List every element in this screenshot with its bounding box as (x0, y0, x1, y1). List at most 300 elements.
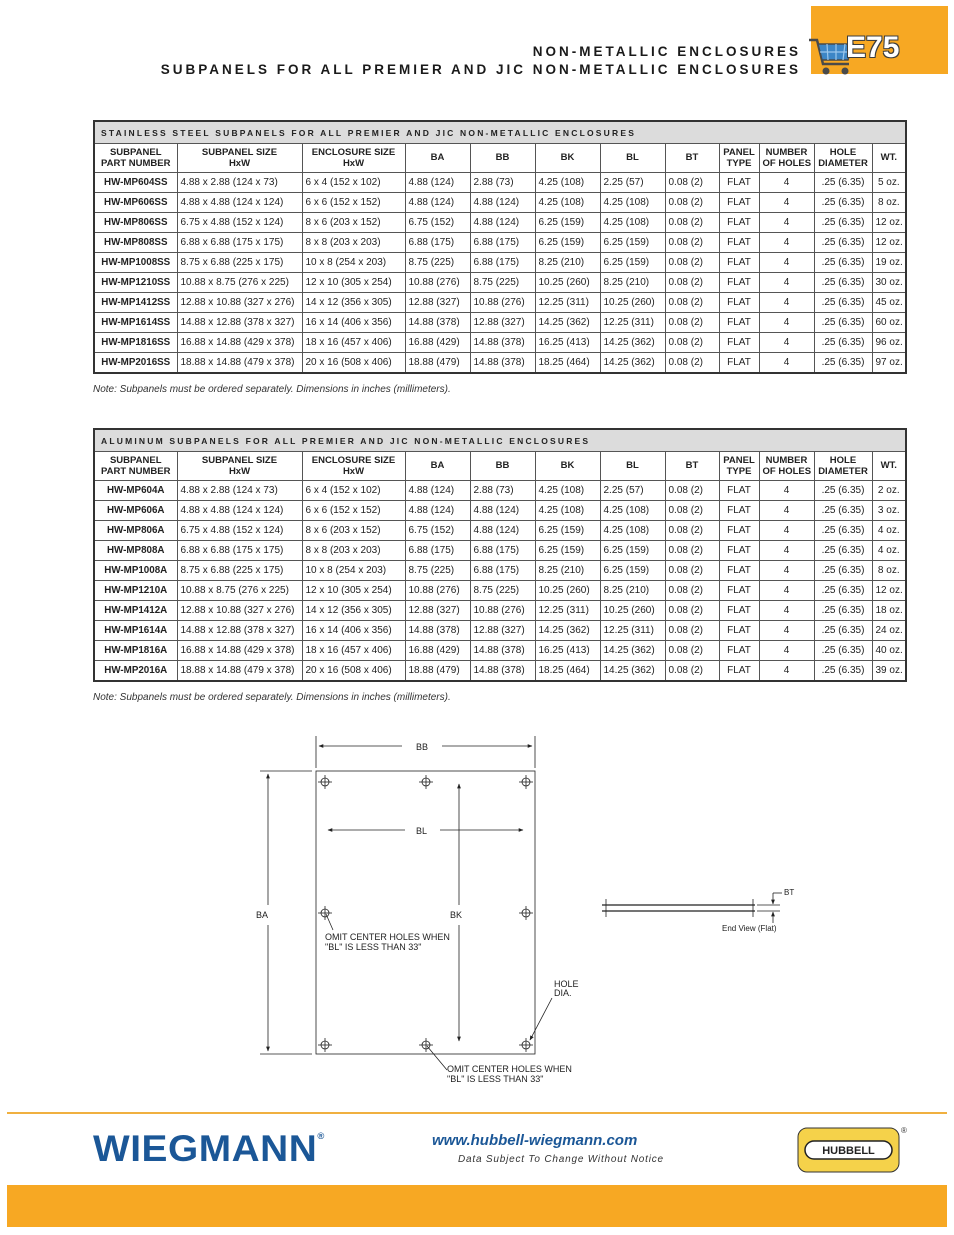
table-cell: 6.75 (152) (405, 521, 470, 541)
table-cell: 4.25 (108) (535, 193, 600, 213)
omit-note-bottom-1: OMIT CENTER HOLES WHEN (447, 1064, 572, 1074)
table-cell: 6.25 (159) (600, 233, 665, 253)
part-number: HW-MP2016SS (94, 353, 177, 374)
part-number: HW-MP806SS (94, 213, 177, 233)
table-cell: .25 (6.35) (814, 561, 872, 581)
table-cell: 14.88 (378) (470, 661, 535, 682)
table-cell: 6.75 x 4.88 (152 x 124) (177, 521, 302, 541)
column-header: NUMBER OF HOLES (759, 452, 814, 481)
table-cell: .25 (6.35) (814, 233, 872, 253)
table-cell: .25 (6.35) (814, 501, 872, 521)
table-cell: 16 x 14 (406 x 356) (302, 313, 405, 333)
table-cell: 39 oz. (872, 661, 906, 682)
table-cell: 4.25 (108) (600, 213, 665, 233)
mounting-hole (519, 775, 533, 789)
table-cell: 14.88 x 12.88 (378 x 327) (177, 313, 302, 333)
table-cell: 8 oz. (872, 561, 906, 581)
part-number: HW-MP808A (94, 541, 177, 561)
table-cell: 12 oz. (872, 233, 906, 253)
table-cell: .25 (6.35) (814, 481, 872, 501)
wiegmann-logo (93, 1128, 325, 1170)
table-cell: 8.25 (210) (535, 561, 600, 581)
website-link[interactable]: www.hubbell-wiegmann.com (432, 1132, 638, 1149)
table-cell: 14.88 (378) (470, 641, 535, 661)
label-bb: BB (416, 742, 429, 752)
column-header: SUBPANEL SIZE HxW (177, 144, 302, 173)
table-cell: FLAT (719, 641, 759, 661)
table-cell: .25 (6.35) (814, 333, 872, 353)
table-cell: 6 x 6 (152 x 152) (302, 501, 405, 521)
table-cell: 4.88 (124) (470, 193, 535, 213)
table-cell: 10.25 (260) (600, 293, 665, 313)
table-cell: FLAT (719, 213, 759, 233)
table-cell: .25 (6.35) (814, 621, 872, 641)
table-cell: 2.25 (57) (600, 481, 665, 501)
mounting-hole (519, 906, 533, 920)
table-cell: FLAT (719, 581, 759, 601)
table-cell: 18.25 (464) (535, 661, 600, 682)
section-code: E75 (846, 31, 900, 64)
table-cell: 6.25 (159) (535, 213, 600, 233)
table-cell: 6.75 (152) (405, 213, 470, 233)
table-cell: 12.88 (327) (405, 293, 470, 313)
table-cell: 97 oz. (872, 353, 906, 374)
table-cell: 8.75 (225) (470, 581, 535, 601)
table-cell: 10.25 (260) (600, 601, 665, 621)
table-cell: 0.08 (2) (665, 233, 719, 253)
part-number: HW-MP1816A (94, 641, 177, 661)
table-note: Note: Subpanels must be ordered separately. Dimensions in inches (millimeters). (93, 692, 451, 703)
table-cell: 18 x 16 (457 x 406) (302, 333, 405, 353)
table-cell: 24 oz. (872, 621, 906, 641)
part-number: HW-MP1816SS (94, 333, 177, 353)
part-number: HW-MP2016A (94, 661, 177, 682)
header-subtitle: SUBPANELS FOR ALL PREMIER AND JIC NON-METALLIC ENCLOSURES (160, 62, 801, 77)
table-cell: FLAT (719, 541, 759, 561)
table-cell: 10.88 (276) (470, 601, 535, 621)
omit-note-top-2: "BL" IS LESS THAN 33" (325, 942, 422, 952)
table-cell: 10.25 (260) (535, 273, 600, 293)
table-cell: 16.88 (429) (405, 333, 470, 353)
header-title: NON-METALLIC ENCLOSURES (532, 44, 801, 59)
column-header: BK (535, 452, 600, 481)
table-cell: 4.88 (124) (470, 213, 535, 233)
table-cell: 18.88 (479) (405, 353, 470, 374)
table-cell: 14.88 (378) (405, 313, 470, 333)
table-cell: 0.08 (2) (665, 273, 719, 293)
column-header: WT. (872, 452, 906, 481)
table-cell: 4.88 (124) (470, 501, 535, 521)
column-header: ENCLOSURE SIZE HxW (302, 452, 405, 481)
table-cell: FLAT (719, 233, 759, 253)
table-cell: FLAT (719, 353, 759, 374)
table-cell: 0.08 (2) (665, 561, 719, 581)
table-cell: 8.75 (225) (405, 561, 470, 581)
table-cell: 8 x 8 (203 x 203) (302, 541, 405, 561)
table-cell: 12.25 (311) (535, 601, 600, 621)
omit-note-bottom-2: "BL" IS LESS THAN 33" (447, 1074, 544, 1084)
table-cell: 4 (759, 353, 814, 374)
table-cell: 14.88 (378) (470, 333, 535, 353)
mounting-hole (419, 775, 433, 789)
column-header: BL (600, 452, 665, 481)
label-bk: BK (450, 910, 463, 920)
table-cell: .25 (6.35) (814, 193, 872, 213)
table-cell: 4.25 (108) (600, 501, 665, 521)
column-header: BK (535, 144, 600, 173)
table-cell: FLAT (719, 521, 759, 541)
table-cell: 4.88 (124) (405, 481, 470, 501)
part-number: HW-MP1210A (94, 581, 177, 601)
table-cell: 4.25 (108) (535, 173, 600, 193)
table-cell: 12 oz. (872, 213, 906, 233)
mounting-hole (419, 1038, 433, 1052)
table-cell: 45 oz. (872, 293, 906, 313)
brand-reg: ® (317, 1131, 325, 1141)
table-cell: 40 oz. (872, 641, 906, 661)
table-cell: 16.88 x 14.88 (429 x 378) (177, 641, 302, 661)
table-cell: 16.88 x 14.88 (429 x 378) (177, 333, 302, 353)
table-cell: 2.88 (73) (470, 481, 535, 501)
table-cell: 8.25 (210) (600, 273, 665, 293)
column-header: SUBPANEL PART NUMBER (94, 144, 177, 173)
table-cell: 10.88 (276) (405, 273, 470, 293)
table-cell: 19 oz. (872, 253, 906, 273)
column-header: PANEL TYPE (719, 144, 759, 173)
column-header: SUBPANEL SIZE HxW (177, 452, 302, 481)
table-cell: FLAT (719, 173, 759, 193)
table-cell: 14.25 (362) (600, 661, 665, 682)
part-number: HW-MP1412A (94, 601, 177, 621)
column-header: ENCLOSURE SIZE HxW (302, 144, 405, 173)
table-cell: 10 x 8 (254 x 203) (302, 253, 405, 273)
brand-name: WIEGMANN (93, 1128, 318, 1169)
table-cell: 12.88 (327) (470, 313, 535, 333)
table-cell: 14.88 x 12.88 (378 x 327) (177, 621, 302, 641)
table-cell: .25 (6.35) (814, 353, 872, 374)
table-cell: 8 x 8 (203 x 203) (302, 233, 405, 253)
column-header: NUMBER OF HOLES (759, 144, 814, 173)
table-cell: .25 (6.35) (814, 213, 872, 233)
hubbell-text: HUBBELL (822, 1145, 875, 1157)
table-cell: 6.25 (159) (600, 541, 665, 561)
table-cell: 2.88 (73) (470, 173, 535, 193)
table-cell: 8.75 x 6.88 (225 x 175) (177, 253, 302, 273)
table-cell: 4.88 (124) (470, 521, 535, 541)
part-number: HW-MP808SS (94, 233, 177, 253)
table-cell: 0.08 (2) (665, 541, 719, 561)
table-cell: 0.08 (2) (665, 353, 719, 374)
table-cell: 8.75 (225) (405, 253, 470, 273)
table-cell: 4.88 x 2.88 (124 x 73) (177, 481, 302, 501)
table-cell: 0.08 (2) (665, 293, 719, 313)
table-cell: 2.25 (57) (600, 173, 665, 193)
table-cell: 4.25 (108) (600, 521, 665, 541)
part-number: HW-MP604A (94, 481, 177, 501)
table-cell: .25 (6.35) (814, 273, 872, 293)
table-cell: 6.88 (175) (405, 541, 470, 561)
table-cell: 6.25 (159) (535, 521, 600, 541)
table-cell: FLAT (719, 481, 759, 501)
hubbell-logo (797, 1127, 900, 1173)
table-cell: 6.25 (159) (600, 561, 665, 581)
table-note: Note: Subpanels must be ordered separately. Dimensions in inches (millimeters). (93, 384, 451, 395)
table-cell: FLAT (719, 273, 759, 293)
table-cell: .25 (6.35) (814, 173, 872, 193)
mounting-hole (519, 1038, 533, 1052)
column-header: BT (665, 144, 719, 173)
table-cell: 6.88 x 6.88 (175 x 175) (177, 541, 302, 561)
table-cell: 6.75 x 4.88 (152 x 124) (177, 213, 302, 233)
table-cell: 0.08 (2) (665, 521, 719, 541)
table-cell: .25 (6.35) (814, 521, 872, 541)
table-cell: 4.25 (108) (600, 193, 665, 213)
part-number: HW-MP806A (94, 521, 177, 541)
table-cell: 4 (759, 273, 814, 293)
table-cell: 20 x 16 (508 x 406) (302, 353, 405, 374)
table-cell: 14.88 (378) (405, 621, 470, 641)
table-cell: 4.88 (124) (405, 173, 470, 193)
table-cell: 10.88 (276) (405, 581, 470, 601)
table-cell: 6 x 4 (152 x 102) (302, 173, 405, 193)
table-cell: FLAT (719, 293, 759, 313)
table-cell: .25 (6.35) (814, 541, 872, 561)
mounting-hole (318, 1038, 332, 1052)
table-cell: 20 x 16 (508 x 406) (302, 661, 405, 682)
table-cell: FLAT (719, 621, 759, 641)
column-header: BB (470, 452, 535, 481)
table-cell: 6.25 (159) (535, 233, 600, 253)
table-cell: 18 x 16 (457 x 406) (302, 641, 405, 661)
table-cell: 4 (759, 541, 814, 561)
table-cell: 12.25 (311) (600, 621, 665, 641)
part-number: HW-MP604SS (94, 173, 177, 193)
table-cell: .25 (6.35) (814, 581, 872, 601)
table-cell: 18 oz. (872, 601, 906, 621)
table-cell: FLAT (719, 601, 759, 621)
table-cell: FLAT (719, 333, 759, 353)
table-cell: 14.25 (362) (600, 353, 665, 374)
table-cell: 4.88 (124) (405, 193, 470, 213)
table-cell: 10.25 (260) (535, 581, 600, 601)
table-cell: FLAT (719, 501, 759, 521)
table-cell: 14 x 12 (356 x 305) (302, 293, 405, 313)
part-number: HW-MP1614A (94, 621, 177, 641)
table-cell: 4 (759, 193, 814, 213)
table-cell: .25 (6.35) (814, 601, 872, 621)
table-cell: 8 oz. (872, 193, 906, 213)
table-cell: 4.88 x 4.88 (124 x 124) (177, 193, 302, 213)
part-number: HW-MP606SS (94, 193, 177, 213)
table-cell: 6.88 (175) (470, 561, 535, 581)
part-number: HW-MP606A (94, 501, 177, 521)
table-title: STAINLESS STEEL SUBPANELS FOR ALL PREMIER AND JIC NON-METALLIC ENCLOSURES (94, 121, 906, 144)
table-cell: 4 (759, 293, 814, 313)
table-cell: 10.88 x 8.75 (276 x 225) (177, 273, 302, 293)
column-header: BB (470, 144, 535, 173)
part-number: HW-MP1614SS (94, 313, 177, 333)
table-cell: 0.08 (2) (665, 661, 719, 682)
table-cell: 4 (759, 213, 814, 233)
column-header: BA (405, 452, 470, 481)
table-cell: 4 (759, 621, 814, 641)
table-cell: 8.75 (225) (470, 273, 535, 293)
table-cell: 6.88 (175) (405, 233, 470, 253)
part-number: HW-MP1412SS (94, 293, 177, 313)
column-header: BA (405, 144, 470, 173)
table-cell: 4.25 (108) (535, 481, 600, 501)
table-cell: 18.88 x 14.88 (479 x 378) (177, 353, 302, 374)
table-cell: FLAT (719, 253, 759, 273)
table-cell: 60 oz. (872, 313, 906, 333)
table-cell: FLAT (719, 313, 759, 333)
table-cell: 0.08 (2) (665, 581, 719, 601)
table-cell: 8.25 (210) (600, 581, 665, 601)
table-cell: 0.08 (2) (665, 481, 719, 501)
table-cell: 0.08 (2) (665, 193, 719, 213)
table-cell: 4 (759, 601, 814, 621)
change-notice: Data Subject To Change Without Notice (458, 1154, 664, 1165)
end-view-label: End View (Flat) (722, 924, 777, 933)
table-cell: 3 oz. (872, 501, 906, 521)
table-cell: 4 (759, 521, 814, 541)
table-cell: 4.88 x 2.88 (124 x 73) (177, 173, 302, 193)
label-bt: BT (784, 888, 795, 897)
table-cell: 12.88 (327) (470, 621, 535, 641)
table-cell: 14 x 12 (356 x 305) (302, 601, 405, 621)
table-cell: FLAT (719, 561, 759, 581)
table-cell: 4 (759, 661, 814, 682)
table-cell: 12 oz. (872, 581, 906, 601)
table-cell: 6.25 (159) (535, 541, 600, 561)
table-cell: 18.88 x 14.88 (479 x 378) (177, 661, 302, 682)
table-cell: 16 x 14 (406 x 356) (302, 621, 405, 641)
table-cell: 0.08 (2) (665, 501, 719, 521)
table-cell: 16.25 (413) (535, 333, 600, 353)
table-cell: 4 (759, 481, 814, 501)
table-cell: 10 x 8 (254 x 203) (302, 561, 405, 581)
table-cell: 5 oz. (872, 173, 906, 193)
table-cell: 4 (759, 253, 814, 273)
table-cell: .25 (6.35) (814, 293, 872, 313)
column-header: HOLE DIAMETER (814, 144, 872, 173)
table-cell: 4.88 (124) (405, 501, 470, 521)
omit-note-top-1: OMIT CENTER HOLES WHEN (325, 932, 450, 942)
table-cell: 4 (759, 641, 814, 661)
panel-outline (316, 771, 535, 1054)
table-cell: .25 (6.35) (814, 313, 872, 333)
table-cell: 0.08 (2) (665, 333, 719, 353)
table-cell: FLAT (719, 193, 759, 213)
column-header: HOLE DIAMETER (814, 452, 872, 481)
table-cell: 0.08 (2) (665, 213, 719, 233)
table-cell: 8.75 x 6.88 (225 x 175) (177, 561, 302, 581)
table-cell: 12.25 (311) (535, 293, 600, 313)
column-header: BT (665, 452, 719, 481)
table-cell: 0.08 (2) (665, 601, 719, 621)
table-cell: 14.25 (362) (535, 313, 600, 333)
table-cell: 4 (759, 501, 814, 521)
table-cell: 0.08 (2) (665, 173, 719, 193)
table-cell: 6.25 (159) (600, 253, 665, 273)
part-number: HW-MP1008SS (94, 253, 177, 273)
table-cell: 6.88 (175) (470, 541, 535, 561)
table-cell: 4 (759, 333, 814, 353)
table-cell: 6.88 x 6.88 (175 x 175) (177, 233, 302, 253)
table-cell: 14.25 (362) (600, 641, 665, 661)
part-number: HW-MP1008A (94, 561, 177, 581)
table-cell: 30 oz. (872, 273, 906, 293)
table-cell: 8.25 (210) (535, 253, 600, 273)
table-cell: 6 x 6 (152 x 152) (302, 193, 405, 213)
table-cell: 12 x 10 (305 x 254) (302, 581, 405, 601)
table-cell: 4 (759, 173, 814, 193)
mounting-hole (318, 906, 332, 920)
table-cell: .25 (6.35) (814, 661, 872, 682)
table-cell: 4 (759, 561, 814, 581)
table-cell: 12.88 x 10.88 (327 x 276) (177, 293, 302, 313)
hole-label-1: HOLE (554, 979, 579, 989)
mounting-hole (318, 775, 332, 789)
table-cell: 10.88 x 8.75 (276 x 225) (177, 581, 302, 601)
table-cell: 18.25 (464) (535, 353, 600, 374)
footer-bar (7, 1185, 947, 1227)
column-header: PANEL TYPE (719, 452, 759, 481)
table-cell: 6 x 4 (152 x 102) (302, 481, 405, 501)
column-header: BL (600, 144, 665, 173)
table-cell: 12.88 x 10.88 (327 x 276) (177, 601, 302, 621)
table-cell: .25 (6.35) (814, 641, 872, 661)
table-cell: 0.08 (2) (665, 621, 719, 641)
table-cell: 14.25 (362) (600, 333, 665, 353)
table-cell: 6.88 (175) (470, 233, 535, 253)
footer-rule (7, 1112, 947, 1114)
table-cell: 0.08 (2) (665, 313, 719, 333)
table-cell: 4 (759, 313, 814, 333)
table-cell: 14.88 (378) (470, 353, 535, 374)
table-cell: 4 oz. (872, 521, 906, 541)
table-title: ALUMINUM SUBPANELS FOR ALL PREMIER AND JIC NON-METALLIC ENCLOSURES (94, 429, 906, 452)
table-cell: 12 x 10 (305 x 254) (302, 273, 405, 293)
table-cell: .25 (6.35) (814, 253, 872, 273)
table-cell: 12.25 (311) (600, 313, 665, 333)
table-cell: FLAT (719, 661, 759, 682)
table-cell: 16.88 (429) (405, 641, 470, 661)
column-header: SUBPANEL PART NUMBER (94, 452, 177, 481)
hubbell-reg: ® (901, 1126, 907, 1135)
table-cell: 4.88 x 4.88 (124 x 124) (177, 501, 302, 521)
table-cell: 12.88 (327) (405, 601, 470, 621)
hole-label-2: DIA. (554, 988, 572, 998)
label-bl: BL (416, 826, 428, 836)
table-cell: 16.25 (413) (535, 641, 600, 661)
part-number: HW-MP1210SS (94, 273, 177, 293)
table-cell: 0.08 (2) (665, 641, 719, 661)
table-cell: 8 x 6 (203 x 152) (302, 521, 405, 541)
table-cell: 18.88 (479) (405, 661, 470, 682)
table-cell: 4 (759, 233, 814, 253)
table-cell: 0.08 (2) (665, 253, 719, 273)
table-cell: 10.88 (276) (470, 293, 535, 313)
table-cell: 2 oz. (872, 481, 906, 501)
table-cell: 8 x 6 (203 x 152) (302, 213, 405, 233)
table-cell: 14.25 (362) (535, 621, 600, 641)
column-header: WT. (872, 144, 906, 173)
label-ba: BA (256, 910, 269, 920)
table-cell: 4 (759, 581, 814, 601)
table-cell: 4 oz. (872, 541, 906, 561)
table-cell: 96 oz. (872, 333, 906, 353)
